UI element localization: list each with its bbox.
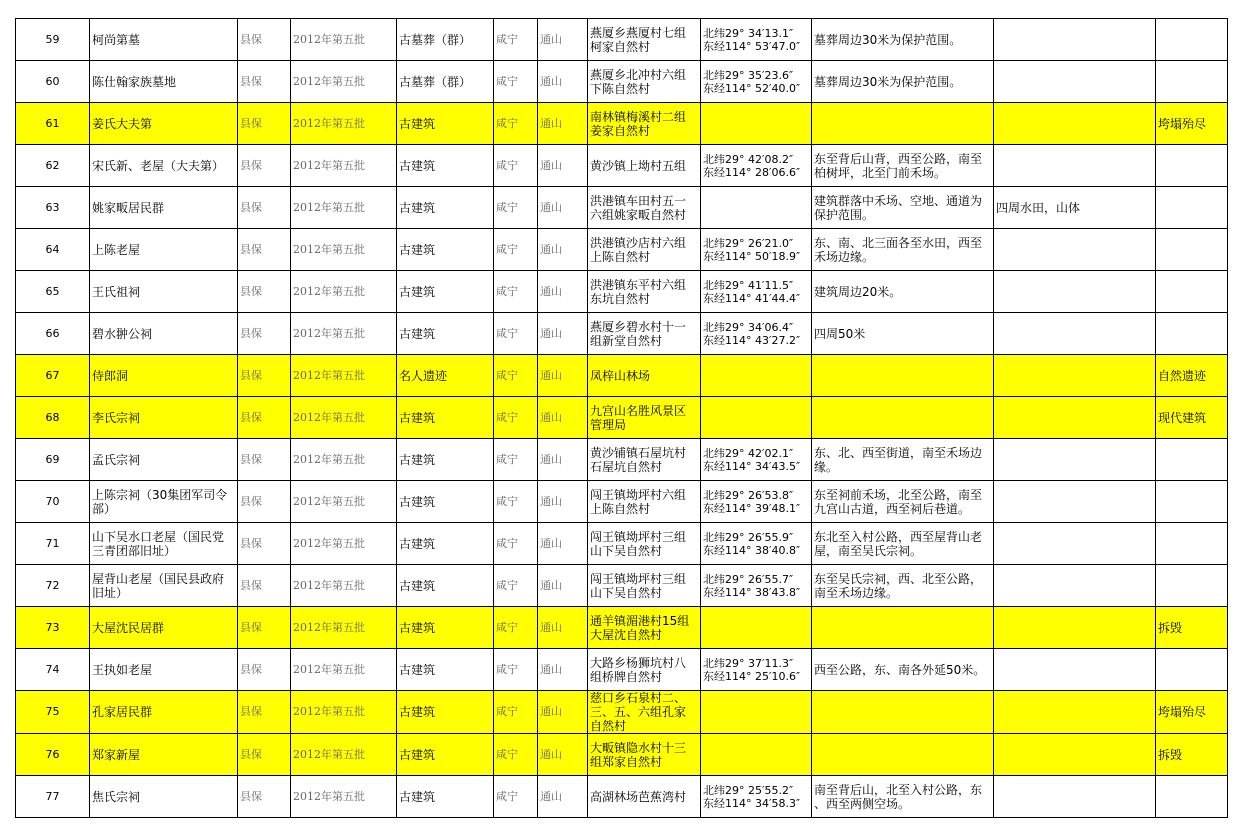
status-cell: [1156, 481, 1228, 523]
protection-range-cell: [812, 734, 994, 776]
table-row: [16, 229, 1228, 271]
row-number-cell: 63: [16, 187, 90, 229]
row-number-cell: 65: [16, 271, 90, 313]
protection-level-cell: 县保: [238, 523, 291, 565]
control-zone-cell: [994, 103, 1156, 145]
site-name-cell: 上陈老屋: [90, 229, 238, 271]
status-cell: 自然遗迹: [1156, 355, 1228, 397]
table-row: [16, 187, 1228, 229]
row-number-cell: 64: [16, 229, 90, 271]
location-cell: 洪港镇沙店村六组 上陈自然村: [588, 229, 701, 271]
row-number-cell: 74: [16, 649, 90, 691]
location-cell: 燕厦乡燕厦村七组 柯家自然村: [588, 19, 701, 61]
category-cell: 古建筑: [397, 145, 494, 187]
site-name-cell: 侍郎洞: [90, 355, 238, 397]
control-zone-cell: [994, 565, 1156, 607]
table-row: [16, 565, 1228, 607]
site-name-cell: 大屋沈民居群: [90, 607, 238, 649]
county-cell: 通山: [538, 607, 588, 649]
control-zone-cell: [994, 61, 1156, 103]
protection-level-cell: 县保: [238, 145, 291, 187]
protection-level-cell: 县保: [238, 397, 291, 439]
site-name-cell: 王执如老屋: [90, 649, 238, 691]
control-zone-cell: 四周水田，山体: [994, 187, 1156, 229]
control-zone-cell: [994, 229, 1156, 271]
city-cell: 咸宁: [494, 649, 538, 691]
row-number-cell: 70: [16, 481, 90, 523]
batch-cell: 2012年第五批: [291, 313, 397, 355]
batch-cell: 2012年第五批: [291, 776, 397, 818]
location-cell: 高湖林场芭蕉湾村: [588, 776, 701, 818]
location-cell: 凤梓山林场: [588, 355, 701, 397]
county-cell: 通山: [538, 565, 588, 607]
protection-range-cell: 东、北、西至街道，南至禾场边 缘。: [812, 439, 994, 481]
control-zone-cell: [994, 355, 1156, 397]
row-number-cell: 69: [16, 439, 90, 481]
city-cell: 咸宁: [494, 397, 538, 439]
coordinates-cell: 北纬29° 41′11.5″ 东经114° 41′44.4″: [701, 271, 812, 313]
category-cell: 古建筑: [397, 607, 494, 649]
batch-cell: 2012年第五批: [291, 19, 397, 61]
location-cell: 洪港镇东平村六组 东坑自然村: [588, 271, 701, 313]
category-cell: 古建筑: [397, 103, 494, 145]
coordinates-cell: 北纬29° 34′13.1″ 东经114° 53′47.0″: [701, 19, 812, 61]
city-cell: 咸宁: [494, 313, 538, 355]
batch-cell: 2012年第五批: [291, 271, 397, 313]
coordinates-cell: [701, 397, 812, 439]
control-zone-cell: [994, 649, 1156, 691]
batch-cell: 2012年第五批: [291, 187, 397, 229]
protection-range-cell: [812, 397, 994, 439]
county-cell: 通山: [538, 103, 588, 145]
status-cell: [1156, 61, 1228, 103]
protection-level-cell: 县保: [238, 734, 291, 776]
city-cell: 咸宁: [494, 607, 538, 649]
protection-range-cell: 建筑周边20米。: [812, 271, 994, 313]
row-number-cell: 73: [16, 607, 90, 649]
table-row: [16, 607, 1228, 649]
city-cell: 咸宁: [494, 439, 538, 481]
coordinates-cell: 北纬29° 26′21.0″ 东经114° 50′18.9″: [701, 229, 812, 271]
batch-cell: 2012年第五批: [291, 565, 397, 607]
coordinates-cell: [701, 187, 812, 229]
protection-level-cell: 县保: [238, 355, 291, 397]
location-cell: 闯王镇坳坪村三组 山下吴自然村: [588, 565, 701, 607]
county-cell: 通山: [538, 734, 588, 776]
table-body: [16, 19, 1228, 818]
protection-level-cell: 县保: [238, 649, 291, 691]
city-cell: 咸宁: [494, 19, 538, 61]
county-cell: 通山: [538, 271, 588, 313]
protection-level-cell: 县保: [238, 61, 291, 103]
county-cell: 通山: [538, 355, 588, 397]
category-cell: 古建筑: [397, 565, 494, 607]
city-cell: 咸宁: [494, 271, 538, 313]
site-name-cell: 上陈宗祠（30集团军司令 部）: [90, 481, 238, 523]
location-cell: 南林镇梅溪村二组 姜家自然村: [588, 103, 701, 145]
coordinates-cell: [701, 355, 812, 397]
control-zone-cell: [994, 271, 1156, 313]
location-cell: 燕厦乡北冲村六组 下陈自然村: [588, 61, 701, 103]
protection-level-cell: 县保: [238, 565, 291, 607]
protection-range-cell: [812, 691, 994, 734]
coordinates-cell: [701, 607, 812, 649]
site-name-cell: 柯尚第墓: [90, 19, 238, 61]
status-cell: 现代建筑: [1156, 397, 1228, 439]
site-name-cell: 山下吴水口老屋（国民党 三青团部旧址）: [90, 523, 238, 565]
table-row: [16, 523, 1228, 565]
batch-cell: 2012年第五批: [291, 607, 397, 649]
batch-cell: 2012年第五批: [291, 145, 397, 187]
table-row: [16, 19, 1228, 61]
protection-range-cell: 南至背后山，北至入村公路，东 、西至两侧空场。: [812, 776, 994, 818]
batch-cell: 2012年第五批: [291, 229, 397, 271]
protection-range-cell: 东至祠前禾场，北至公路，南至 九宫山古道，西至祠后巷道。: [812, 481, 994, 523]
category-cell: 古建筑: [397, 229, 494, 271]
city-cell: 咸宁: [494, 734, 538, 776]
protection-range-cell: 东北至入村公路，西至屋背山老 屋，南至吴氏宗祠。: [812, 523, 994, 565]
protection-range-cell: [812, 607, 994, 649]
protection-level-cell: 县保: [238, 103, 291, 145]
control-zone-cell: [994, 439, 1156, 481]
row-number-cell: 68: [16, 397, 90, 439]
status-cell: [1156, 229, 1228, 271]
category-cell: 古建筑: [397, 397, 494, 439]
location-cell: 黄沙镇上坳村五组: [588, 145, 701, 187]
city-cell: 咸宁: [494, 229, 538, 271]
table-row: [16, 271, 1228, 313]
table-row: [16, 691, 1228, 734]
coordinates-cell: 北纬29° 35′23.6″ 东经114° 52′40.0″: [701, 61, 812, 103]
county-cell: 通山: [538, 649, 588, 691]
protection-level-cell: 县保: [238, 19, 291, 61]
site-name-cell: 王氏祖祠: [90, 271, 238, 313]
protection-range-cell: 墓葬周边30米为保护范围。: [812, 19, 994, 61]
protection-level-cell: 县保: [238, 439, 291, 481]
control-zone-cell: [994, 397, 1156, 439]
county-cell: 通山: [538, 313, 588, 355]
site-name-cell: 孟氏宗祠: [90, 439, 238, 481]
batch-cell: 2012年第五批: [291, 439, 397, 481]
batch-cell: 2012年第五批: [291, 691, 397, 734]
city-cell: 咸宁: [494, 61, 538, 103]
table-row: [16, 313, 1228, 355]
protection-range-cell: 建筑群落中禾场、空地、通道为 保护范围。: [812, 187, 994, 229]
category-cell: 名人遗迹: [397, 355, 494, 397]
table-row: [16, 61, 1228, 103]
control-zone-cell: [994, 734, 1156, 776]
table-row: [16, 776, 1228, 818]
county-cell: 通山: [538, 397, 588, 439]
city-cell: 咸宁: [494, 565, 538, 607]
coordinates-cell: [701, 103, 812, 145]
county-cell: 通山: [538, 691, 588, 734]
county-cell: 通山: [538, 523, 588, 565]
county-cell: 通山: [538, 61, 588, 103]
coordinates-cell: [701, 734, 812, 776]
location-cell: 慈口乡石泉村二、 三、五、六组孔家 自然村: [588, 691, 701, 734]
batch-cell: 2012年第五批: [291, 103, 397, 145]
location-cell: 黄沙铺镇石屋坑村 石屋坑自然村: [588, 439, 701, 481]
batch-cell: 2012年第五批: [291, 61, 397, 103]
table-row: [16, 145, 1228, 187]
batch-cell: 2012年第五批: [291, 649, 397, 691]
batch-cell: 2012年第五批: [291, 481, 397, 523]
heritage-table: [15, 18, 1228, 818]
site-name-cell: 宋氏新、老屋（大夫第）: [90, 145, 238, 187]
protection-level-cell: 县保: [238, 187, 291, 229]
batch-cell: 2012年第五批: [291, 355, 397, 397]
protection-level-cell: 县保: [238, 776, 291, 818]
status-cell: [1156, 776, 1228, 818]
status-cell: [1156, 145, 1228, 187]
coordinates-cell: 北纬29° 25′55.2″ 东经114° 34′58.3″: [701, 776, 812, 818]
county-cell: 通山: [538, 145, 588, 187]
category-cell: 古墓葬（群）: [397, 19, 494, 61]
table-row: [16, 439, 1228, 481]
protection-range-cell: [812, 355, 994, 397]
protection-range-cell: 西至公路，东、南各外延50米。: [812, 649, 994, 691]
row-number-cell: 62: [16, 145, 90, 187]
category-cell: 古建筑: [397, 313, 494, 355]
coordinates-cell: [701, 691, 812, 734]
table-row: [16, 649, 1228, 691]
status-cell: 垮塌殆尽: [1156, 103, 1228, 145]
status-cell: 拆毁: [1156, 607, 1228, 649]
site-name-cell: 姚家畈居民群: [90, 187, 238, 229]
protection-range-cell: 东至背后山背，西至公路，南至 柏树坪，北至门前禾场。: [812, 145, 994, 187]
table-row: [16, 734, 1228, 776]
control-zone-cell: [994, 145, 1156, 187]
coordinates-cell: 北纬29° 34′06.4″ 东经114° 43′27.2″: [701, 313, 812, 355]
category-cell: 古墓葬（群）: [397, 61, 494, 103]
protection-range-cell: 墓葬周边30米为保护范围。: [812, 61, 994, 103]
row-number-cell: 77: [16, 776, 90, 818]
row-number-cell: 59: [16, 19, 90, 61]
location-cell: 洪港镇车田村五一 六组姚家畈自然村: [588, 187, 701, 229]
control-zone-cell: [994, 607, 1156, 649]
city-cell: 咸宁: [494, 776, 538, 818]
site-name-cell: 屋背山老屋（国民县政府 旧址）: [90, 565, 238, 607]
category-cell: 古建筑: [397, 187, 494, 229]
status-cell: [1156, 271, 1228, 313]
coordinates-cell: 北纬29° 42′02.1″ 东经114° 34′43.5″: [701, 439, 812, 481]
protection-level-cell: 县保: [238, 313, 291, 355]
coordinates-cell: 北纬29° 37′11.3″ 东经114° 25′10.6″: [701, 649, 812, 691]
status-cell: [1156, 439, 1228, 481]
control-zone-cell: [994, 776, 1156, 818]
city-cell: 咸宁: [494, 523, 538, 565]
location-cell: 大畈镇隐水村十三 组郑家自然村: [588, 734, 701, 776]
location-cell: 闯王镇坳坪村三组 山下吴自然村: [588, 523, 701, 565]
status-cell: [1156, 565, 1228, 607]
status-cell: 垮塌殆尽: [1156, 691, 1228, 734]
location-cell: 九宫山名胜风景区 管理局: [588, 397, 701, 439]
county-cell: 通山: [538, 439, 588, 481]
coordinates-cell: 北纬29° 26′55.9″ 东经114° 38′40.8″: [701, 523, 812, 565]
row-number-cell: 67: [16, 355, 90, 397]
control-zone-cell: [994, 691, 1156, 734]
site-name-cell: 陈仕翰家族墓地: [90, 61, 238, 103]
site-name-cell: 姜氏大夫第: [90, 103, 238, 145]
county-cell: 通山: [538, 187, 588, 229]
site-name-cell: 李氏宗祠: [90, 397, 238, 439]
batch-cell: 2012年第五批: [291, 523, 397, 565]
location-cell: 大路乡杨狮坑村八 组桥牌自然村: [588, 649, 701, 691]
city-cell: 咸宁: [494, 103, 538, 145]
site-name-cell: 焦氏宗祠: [90, 776, 238, 818]
category-cell: 古建筑: [397, 776, 494, 818]
category-cell: 古建筑: [397, 481, 494, 523]
site-name-cell: 孔家居民群: [90, 691, 238, 734]
city-cell: 咸宁: [494, 145, 538, 187]
protection-level-cell: 县保: [238, 229, 291, 271]
row-number-cell: 61: [16, 103, 90, 145]
row-number-cell: 72: [16, 565, 90, 607]
location-cell: 闯王镇坳坪村六组 上陈自然村: [588, 481, 701, 523]
category-cell: 古建筑: [397, 649, 494, 691]
protection-level-cell: 县保: [238, 481, 291, 523]
status-cell: 拆毁: [1156, 734, 1228, 776]
protection-range-cell: 东、南、北三面各至水田，西至 禾场边缘。: [812, 229, 994, 271]
category-cell: 古建筑: [397, 734, 494, 776]
site-name-cell: 碧水翀公祠: [90, 313, 238, 355]
table-row: [16, 481, 1228, 523]
row-number-cell: 76: [16, 734, 90, 776]
control-zone-cell: [994, 313, 1156, 355]
county-cell: 通山: [538, 19, 588, 61]
coordinates-cell: 北纬29° 26′55.7″ 东经114° 38′43.8″: [701, 565, 812, 607]
city-cell: 咸宁: [494, 691, 538, 734]
category-cell: 古建筑: [397, 691, 494, 734]
row-number-cell: 60: [16, 61, 90, 103]
status-cell: [1156, 187, 1228, 229]
county-cell: 通山: [538, 229, 588, 271]
county-cell: 通山: [538, 776, 588, 818]
protection-level-cell: 县保: [238, 691, 291, 734]
table-row: [16, 397, 1228, 439]
control-zone-cell: [994, 481, 1156, 523]
status-cell: [1156, 523, 1228, 565]
batch-cell: 2012年第五批: [291, 397, 397, 439]
control-zone-cell: [994, 19, 1156, 61]
protection-level-cell: 县保: [238, 607, 291, 649]
city-cell: 咸宁: [494, 187, 538, 229]
row-number-cell: 66: [16, 313, 90, 355]
batch-cell: 2012年第五批: [291, 734, 397, 776]
protection-level-cell: 县保: [238, 271, 291, 313]
category-cell: 古建筑: [397, 439, 494, 481]
status-cell: [1156, 649, 1228, 691]
category-cell: 古建筑: [397, 271, 494, 313]
location-cell: 通羊镇湄港村15组 大屋沈自然村: [588, 607, 701, 649]
status-cell: [1156, 19, 1228, 61]
protection-range-cell: 东至吴氏宗祠，西、北至公路， 南至禾场边缘。: [812, 565, 994, 607]
control-zone-cell: [994, 523, 1156, 565]
row-number-cell: 71: [16, 523, 90, 565]
status-cell: [1156, 313, 1228, 355]
coordinates-cell: 北纬29° 42′08.2″ 东经114° 28′06.6″: [701, 145, 812, 187]
category-cell: 古建筑: [397, 523, 494, 565]
city-cell: 咸宁: [494, 481, 538, 523]
table-row: [16, 103, 1228, 145]
site-name-cell: 郑家新屋: [90, 734, 238, 776]
table-row: [16, 355, 1228, 397]
county-cell: 通山: [538, 481, 588, 523]
protection-range-cell: [812, 103, 994, 145]
protection-range-cell: 四周50米: [812, 313, 994, 355]
location-cell: 燕厦乡碧水村十一 组新堂自然村: [588, 313, 701, 355]
coordinates-cell: 北纬29° 26′53.8″ 东经114° 39′48.1″: [701, 481, 812, 523]
city-cell: 咸宁: [494, 355, 538, 397]
row-number-cell: 75: [16, 691, 90, 734]
